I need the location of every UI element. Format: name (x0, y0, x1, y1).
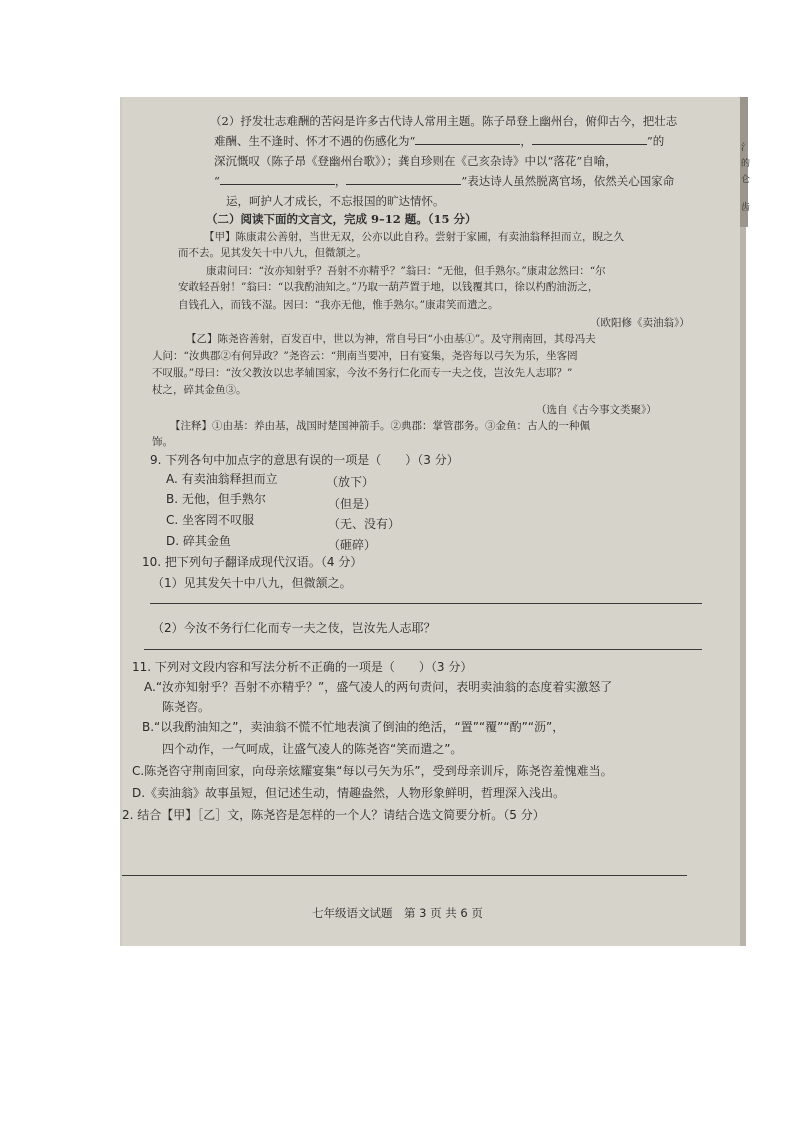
adjacent-page-glyph: 氵 (741, 143, 751, 153)
exam-page-photo (120, 97, 746, 946)
item2-line2: 难酬、生不逢时、怀才不遇的伤感化为“ ， ”的 (214, 134, 665, 148)
q9-gloss-a: （放下） (326, 475, 375, 489)
q9-stem: 9. 下列各句中加点字的意思有误的一项是（ ）（3 分） (150, 453, 459, 467)
jia-source: （欧阳修《卖油翁》） (590, 317, 690, 329)
q11-option-b: B.“以我酌油知之”，卖油翁不慌不忙地表演了倒油的绝活，“置”“覆”“酌”“沥”， (142, 720, 565, 734)
q11-stem: 11. 下列对文段内容和写法分析不正确的一项是（ ）（3 分） (132, 660, 473, 674)
yi-line: 不叹服。”母曰：“汝父教汝以忠孝辅国家，今汝不务行仁化而专一夫之伎，岂汝先人志耶？” (152, 367, 573, 379)
answer-line[interactable] (144, 649, 702, 650)
item2-line3: 深沉慨叹（陈子昂《登幽州台歌》）；龚自珍则在《己亥杂诗》中以“落花”自喻， (214, 154, 617, 168)
yi-line: 人问：“汝典郡②有何异政？”尧咨云：“荆南当要冲，日有宴集，尧咨每以弓矢为乐，坐客罔 (152, 350, 578, 362)
q9-gloss-b: （但是） (328, 497, 377, 511)
yi-line: 杖之，碎其金鱼③。 (152, 384, 247, 396)
adjacent-page-glyph: 的 (741, 159, 751, 169)
answer-blank[interactable] (415, 134, 520, 145)
q9-option-d: D. 碎其金鱼 (166, 534, 231, 548)
q9-option-b: B. 无他，但手熟尔 (166, 492, 266, 506)
jia-line: 康肃问曰：“汝亦知射乎？吾射不亦精乎？”翁曰：“无他，但手熟尔。”康肃忿然曰：“尔 (206, 265, 606, 277)
adjacent-page-glyph: 仑 (741, 175, 751, 185)
notes-line: 【注释】①由基：养由基，战国时楚国神箭手。②典郡：掌管郡务。③金鱼：古人的一种佩 (170, 420, 590, 432)
jia-line: 【甲】陈康肃公善射，当世无双，公亦以此自矜。尝射于家圃，有卖油翁释担而立，睨之久 (204, 231, 624, 243)
q9-option-c: C. 坐客罔不叹服 (166, 513, 255, 527)
q9-option-a: A. 有卖油翁释担而立 (166, 472, 278, 486)
item2-line5: 运，呵护人才成长，不忘报国的旷达情怀。 (226, 194, 445, 208)
answer-blank[interactable] (532, 134, 647, 145)
section-heading: （二）阅读下面的文言文，完成 9–12 题。（15 分） (206, 212, 477, 226)
q11-option-a-cont: 陈尧咨。 (162, 700, 211, 714)
answer-blank[interactable] (220, 174, 335, 185)
q9-gloss-d: （砸碎） (328, 538, 377, 552)
q11-option-c: C.陈尧咨守荆南回家，向母亲炫耀宴集“每以弓矢为乐”，受到母亲训斥，陈尧咨羞愧难当。 (132, 764, 613, 778)
adjacent-page-glyph: 齿 (741, 203, 751, 213)
q10-stem: 10. 把下列句子翻译成现代汉语。（4 分） (142, 555, 363, 569)
q11-option-a: A.“汝亦知射乎？吾射不亦精乎？”，盛气凌人的两句责问，表明卖油翁的态度着实激怒了 (144, 680, 613, 694)
q10-sub1: （1）见其发矢十中八九，但微颔之。 (152, 576, 352, 590)
jia-line: 而不去。见其发矢十中八九，但微颔之。 (178, 247, 367, 259)
page-footer: 七年级语文试题 第 3 页 共 6 页 (312, 906, 483, 920)
q10-sub2: （2）今汝不务行仁化而专一夫之伎，岂汝先人志耶？ (152, 621, 436, 635)
notes-line: 饰。 (152, 436, 173, 448)
q9-gloss-c: （无、没有） (328, 517, 401, 531)
jia-line: 安敢轻吾射！”翁曰：“以我酌油知之。”乃取一葫芦置于地，以钱覆其口，徐以杓酌油沥之， (178, 281, 599, 293)
q12-stem: 2. 结合【甲】［乙］文，陈尧咨是怎样的一个人？请结合选文简要分析。（5 分） (122, 808, 545, 822)
item2-line4: “ ， ”表达诗人虽然脱离官场，依然关心国家命 (214, 174, 675, 188)
answer-blank[interactable] (346, 174, 461, 185)
exam-paper (122, 97, 742, 946)
yi-source: （选自《古今事文类聚》） (536, 404, 657, 416)
answer-line[interactable] (150, 603, 702, 604)
yi-line: 【乙】陈尧咨善射，百发百中，世以为神，常自号曰“小由基①”。及守荆南回，其母冯夫 (186, 333, 596, 345)
answer-line[interactable] (122, 875, 687, 876)
jia-line: 自钱孔入，而钱不湿。因曰：“我亦无他，惟手熟尔。”康肃笑而遣之。 (178, 299, 499, 311)
q11-option-b-cont: 四个动作，一气呵成，让盛气凌人的陈尧咨“笑而遣之”。 (162, 742, 463, 756)
item2-line1: （2）抒发壮志难酬的苦闷是许多古代诗人常用主题。陈子昂登上幽州台，俯仰古今，把壮志 (210, 114, 678, 128)
q11-option-d: D.《卖油翁》故事虽短，但记述生动，情趣盎然，人物形象鲜明，哲理深入浅出。 (132, 786, 566, 800)
